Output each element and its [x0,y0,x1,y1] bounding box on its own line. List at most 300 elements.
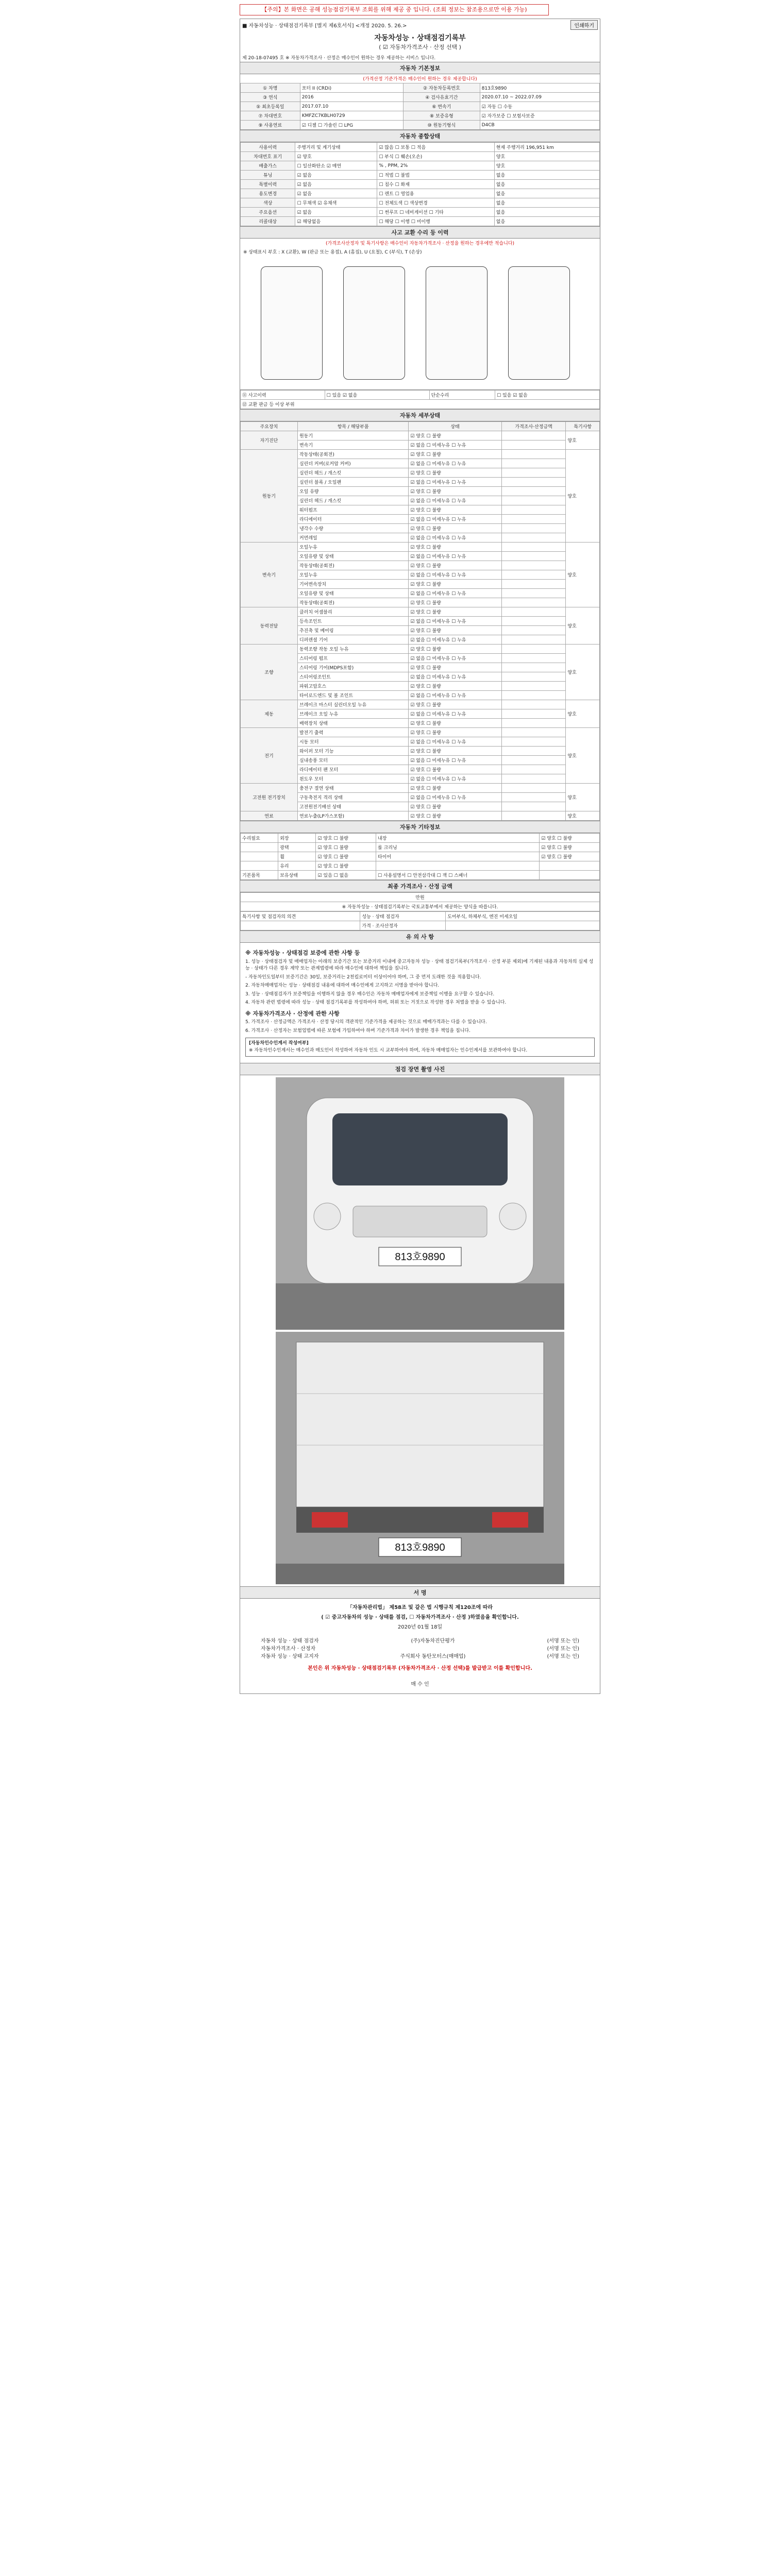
car-top-view [343,266,405,380]
status-label: 차대번호 표기 [241,152,295,161]
detail-row [241,431,600,440]
field-value: KMFZC7KBLH0729 [300,111,403,121]
price-cell [501,691,566,700]
etc-row [241,834,600,843]
price-cell [501,459,566,468]
detail-item: 타이로드엔드 및 볼 조인트 [297,691,408,700]
abnormal-parts-label: ⑫ 교환 판금 등 이상 부위 [241,400,600,409]
detail-row [241,728,600,737]
front-plate-text: 813호9890 [395,1251,445,1263]
status-value: ☑ 없음 [295,208,377,217]
detail-status: ☑ 양호 ☐ 불량 [409,598,502,607]
price-cell [501,682,566,691]
price-cell [501,756,566,765]
price-cell [501,737,566,747]
detail-status: ☑ 양호 ☐ 불량 [409,524,502,533]
detail-status: ☑ 양호 ☐ 불량 [409,784,502,793]
status-label: 사용이력 [241,143,295,152]
car-diagram [240,256,600,390]
etc-row [241,843,600,852]
special-note: 양호 [566,607,600,645]
detail-item: 오일누유 [297,543,408,552]
document-number: 제 20-18-07495 호 ※ 자동차가격조사 · 산정은 매수인이 원하는 경우 제공하는 서비스 입니다. [242,56,436,61]
inspector-table [240,911,600,930]
detail-status: ☑ 양호 ☐ 불량 [409,487,502,496]
car-left-view [261,266,323,380]
detail-status: ☑ 양호 ☐ 불량 [409,505,502,515]
detail-item: 디퍼렌셜 기어 [297,635,408,645]
price-cell [501,719,566,728]
detail-item: 오일유량 및 상태 [297,589,408,598]
price-cell [501,654,566,663]
detail-status: ☑ 양호 ☐ 불량 [409,719,502,728]
detail-row [241,450,600,459]
detail-item: 작동상태(공회전) [297,598,408,607]
detail-row [241,784,600,793]
detail-status: ☑ 없음 ☐ 미세누유 ☐ 누유 [409,617,502,626]
etc-row [241,861,600,871]
detail-status: ☑ 양호 ☐ 불량 [409,747,502,756]
detail-item: 스티어링 펌프 [297,654,408,663]
price-cell [501,765,566,774]
etc-row [241,852,600,861]
status-value: % , PPM, 2% [377,161,494,171]
device-group: 자기진단 [241,431,298,450]
etc-cell: ☑ 양호 ☐ 불량 [540,843,600,852]
detail-status: ☑ 양호 ☐ 불량 [409,626,502,635]
detail-status: ☑ 양호 ☐ 불량 [409,682,502,691]
etc-cell: 보유상태 [278,871,316,880]
car-underside-view [426,266,488,380]
field-label: ② 자동차등록번호 [404,83,480,93]
field-label: ⑧ 보증유형 [404,111,480,121]
column-header: 가격조사·산정금액 [501,422,566,431]
status-label: 튜닝 [241,171,295,180]
price-cell [501,747,566,756]
detail-status: ☑ 양호 ☐ 불량 [409,645,502,654]
status-value: 없음 [494,171,599,180]
status-value: ☐ 일산화탄소 ☑ 매연 [295,161,377,171]
detail-status: ☑ 없음 ☐ 미세누유 ☐ 누유 [409,459,502,468]
form-label: ■ 자동차성능 · 상태점검기록부 [별지 제6호서식] <개정 2020. 5. 26.> [242,23,407,29]
truck-rear-image [276,1332,564,1584]
detail-item: 작동상태(공회전) [297,561,408,570]
inspector-cell: 가격 · 조사산정자 [360,921,446,930]
status-value: ☑ 해당없음 [295,217,377,226]
detail-status: ☑ 없음 ☐ 미세누유 ☐ 누유 [409,589,502,598]
column-header: 항목 / 해당부품 [297,422,408,431]
status-row [241,152,600,161]
price-cell [501,793,566,802]
special-note: 양호 [566,811,600,821]
basic-info-row [241,102,600,111]
vehicle-front-photo [276,1077,564,1330]
inspector-cell [446,921,600,930]
detail-item: 와이퍼 모터 기능 [297,747,408,756]
detail-status: ☑ 양호 ☐ 불량 [409,468,502,478]
status-value: 없음 [494,217,599,226]
detail-status: ☑ 없음 ☐ 미세누유 ☐ 누유 [409,654,502,663]
status-value: 양호 [494,161,599,171]
status-label: 특별이력 [241,180,295,189]
detail-item: 변속기 [297,440,408,450]
rear-plate-text: 813호9890 [395,1542,445,1553]
detail-item: 시동 모터 [297,737,408,747]
status-row [241,180,600,189]
inspector-cell: 도어부식, 하체부식, 엔진 미세오일 [446,912,600,921]
signature-cell: 주식회사 동탄모터스(매매업) [400,1654,466,1659]
detail-item: 등속조인트 [297,617,408,626]
detail-item: 고전원전기배선 상태 [297,802,408,811]
terms-section [240,943,600,1063]
column-header: 특기사항 [566,422,600,431]
price-cell [501,505,566,515]
status-row [241,171,600,180]
price-cell [501,440,566,450]
etc-cell: ☐ 사용설명서 ☐ 안전삼각대 ☐ 잭 ☐ 스패너 [376,871,540,880]
device-group: 연료 [241,811,298,821]
price-table [240,892,600,911]
etc-cell [241,861,278,871]
price-cell [501,561,566,570]
special-note: 양호 [566,543,600,607]
detail-item: 원동기 [297,431,408,440]
overall-status-table [240,142,600,226]
detail-item: 오일 유량 [297,487,408,496]
inspector-cell: 성능 · 상태 점검자 [360,912,446,921]
detail-item: 구동축전지 격리 상태 [297,793,408,802]
detail-item: 라디에이터 팬 모터 [297,765,408,774]
signature-cell: 자동차가격조사 · 산정자 [261,1646,316,1652]
notice-heading: 유 의 사 항 [240,930,600,943]
detail-item: 브레이크 마스터 실린더오일 누유 [297,700,408,709]
field-value: 2020.07.10 ~ 2022.07.09 [480,93,599,102]
detail-item: 스티어링 기어(MDPS포함) [297,663,408,672]
status-value: ☐ 무채색 ☑ 유채색 [295,198,377,208]
accident-note: (가격조사산정자 및 특기사항은 매수인이 자동차가격조사 · 산정을 원하는 경우에만 적습니다) [325,241,514,246]
truck-front-image [276,1077,564,1330]
inspector-row [241,912,600,921]
field-value: 813호9890 [480,83,599,93]
field-label: ⑨ 사용연료 [241,121,300,130]
status-label: 리콜대상 [241,217,295,226]
detail-item: 실린더 헤드 / 개스킷 [297,496,408,505]
detail-item: 동력조향 작동 오일 누유 [297,645,408,654]
basic-info-row [241,121,600,130]
field-label: ④ 검사유효기간 [404,93,480,102]
etc-cell: ☑ 있음 ☐ 없음 [316,871,376,880]
terms-heading-warranty: ※ 자동차성능 · 상태점검 보증에 관한 사항 등 [245,950,360,956]
detail-row [241,811,600,821]
field-value: ☑ 디젤 ☐ 가솔린 ☐ LPG [300,121,403,130]
price-cell [501,617,566,626]
detail-status: ☑ 없음 ☐ 미세누유 ☐ 누유 [409,793,502,802]
terms-para: 6. 가격조사 · 산정자는 보험업법에 따른 보험에 가입하여야 하며 기준가격과 차이가 발생한 경우 책임을 집니다. [245,1028,470,1033]
detail-status: ☑ 없음 ☐ 미세누유 ☐ 누유 [409,635,502,645]
price-cell [501,802,566,811]
column-header: 주요장치 [241,422,298,431]
status-row [241,198,600,208]
device-group: 제동 [241,700,298,728]
inspection-document [240,19,600,1694]
warning-banner: 【주의】본 화면은 공해 성능점검기록부 조회를 위해 제공 중 입니다. (조회 정보는 참조용으로만 이용 가능) [240,4,549,15]
etc-cell: 수리필요 [241,834,278,843]
status-value: ☐ 렌트 ☐ 영업용 [377,189,494,198]
signature-row [240,1636,600,1644]
price-cell [501,672,566,682]
status-label: 배출가스 [241,161,295,171]
etc-cell [540,871,600,880]
detail-item: 실린더 헤드 / 개스킷 [297,468,408,478]
detail-status: ☑ 양호 ☐ 불량 [409,561,502,570]
detail-status: ☑ 없음 ☐ 미세누유 ☐ 누유 [409,478,502,487]
detail-item: 클러치 어셈블리 [297,607,408,617]
detail-status: ☑ 양호 ☐ 불량 [409,811,502,821]
detail-status: ☑ 없음 ☐ 미세누유 ☐ 누유 [409,496,502,505]
detail-item: 커먼레일 [297,533,408,543]
detail-item: 실내송풍 모터 [297,756,408,765]
basic-info-heading: 자동차 기본정보 [240,62,600,74]
detail-status: ☑ 양호 ☐ 불량 [409,580,502,589]
etc-cell: 룸 크리닝 [376,843,540,852]
detail-status: ☑ 양호 ☐ 불량 [409,607,502,617]
price-cell [501,552,566,561]
detail-item: 라디에이터 [297,515,408,524]
terms-para: 1. 성능 · 상태점검자 및 매매업자는 아래의 보증기간 또는 보증거리 이내에 중고자동차 성능 · 상태 점검기록부(가격조사 · 산정 부분 제외)에 기재된 내용과 자동차의 실제 성능 · 상태가 다른 경우 계약 또는 관계법령에 따라 매수인에 대하여 책임을 집니다. [245,959,594,971]
status-value: ☑ 없음 [295,189,377,198]
status-row [241,217,600,226]
simple-repair-value: ☐ 있음 ☑ 없음 [495,391,600,400]
status-value: 양호 [494,152,599,161]
detail-status: ☑ 양호 ☐ 불량 [409,765,502,774]
price-cell [501,811,566,821]
status-row [241,161,600,171]
status-label: 주요옵션 [241,208,295,217]
buyer-confirmation: 본인은 위 자동차성능 · 상태점검기록부 (자동차가격조사 · 산정 선택)를 발급받고 이를 확인합니다. [308,1666,532,1671]
detail-table [240,421,600,821]
handover-text: ※ 자동차인수인계서는 매수인과 매도인이 작성하여 자동차 인도 시 교부하여야 하며, 자동차 매매업자는 인수인계서를 보관하여야 합니다. [249,1047,528,1053]
detail-status: ☑ 양호 ☐ 불량 [409,663,502,672]
price-cell [501,635,566,645]
price-cell [501,496,566,505]
etc-heading: 자동차 기타정보 [240,821,600,833]
signature-section [240,1599,600,1636]
simple-repair-label: 단순수리 [429,391,495,400]
status-label: 색상 [241,198,295,208]
terms-para: - 자동차인도일부터 보증기간은 30일, 보증거리는 2천킬로미터 이상이어야 하며, 그 중 먼저 도래한 것을 적용합니다. [245,974,481,980]
status-value: ☐ 적법 ☐ 불법 [377,171,494,180]
price-cell [501,580,566,589]
detail-item: 워터펌프 [297,505,408,515]
document-topbar [240,19,600,30]
etc-cell: 유리 [278,861,316,871]
basic-info-row [241,111,600,121]
price-cell [501,700,566,709]
detail-item: 발전기 출력 [297,728,408,737]
price-cell [501,728,566,737]
status-value: 없음 [494,180,599,189]
signature-cell: (서명 또는 인) [547,1646,579,1652]
status-value: ☐ 침수 ☐ 화재 [377,180,494,189]
etc-cell [241,843,278,852]
vehicle-rear-photo [276,1332,564,1584]
overall-status-heading: 자동차 종합상태 [240,130,600,142]
detail-item: 충전구 절연 상태 [297,784,408,793]
detail-row [241,645,600,654]
status-value: 없음 [494,208,599,217]
price-cell [501,543,566,552]
terms-para: 3. 성능 · 상태점검자가 보증책임을 이행하지 않을 경우 매수인은 자동차 매매업자에게 보증책임 이행을 요구할 수 있습니다. [245,991,495,997]
field-value: D4CB [480,121,599,130]
terms-heading-price: ※ 자동차가격조사 · 산정에 관한 사항 [245,1010,340,1017]
inspector-cell: 특기사항 및 점검자의 의견 [241,912,360,921]
price-cell [501,478,566,487]
detail-status: ☑ 양호 ☐ 불량 [409,728,502,737]
detail-row [241,700,600,709]
price-cell [501,607,566,617]
signature-cell: 자동차 성능 · 상태 점검자 [261,1638,319,1644]
basic-info-row [241,83,600,93]
field-label: ③ 연식 [241,93,300,102]
detail-item: 윈도우 모터 [297,774,408,784]
detail-status: ☑ 없음 ☐ 미세누유 ☐ 누유 [409,552,502,561]
etc-row [241,871,600,880]
price-cell [501,431,566,440]
detail-status: ☑ 양호 ☐ 불량 [409,700,502,709]
status-row [241,208,600,217]
terms-para: 4. 자동차 관련 법령에 따라 성능 · 상태 점검기록부를 작성하여야 하며, 허위 또는 거짓으로 작성한 경우 처벌을 받을 수 있습니다. [245,1000,507,1005]
etc-cell [241,852,278,861]
accident-table [240,390,600,409]
price-cell [501,524,566,533]
inspector-row [241,921,600,930]
terms-para: 5. 가격조사 · 산정금액은 가격조사 · 산정 당시의 객관적인 기준가격을 제공하는 것으로 매매가격과는 다를 수 있습니다. [245,1020,487,1025]
detail-item: 연료누출(LP가스포함) [297,811,408,821]
status-value: ☑ 많음 ☐ 보통 ☐ 적음 [377,143,494,152]
detail-status: ☑ 없음 ☐ 미세누유 ☐ 누유 [409,515,502,524]
signature-row [240,1644,600,1652]
etc-cell: 외장 [278,834,316,843]
price-cell [501,774,566,784]
special-note: 양호 [566,700,600,728]
price-cell [501,709,566,719]
price-cell [501,450,566,459]
price-cell [501,515,566,524]
inspector-cell [241,921,360,930]
price-cell [501,533,566,543]
detail-item: 실린더 커버(로커암 커버) [297,459,408,468]
detail-status: ☑ 없음 ☐ 미세누유 ☐ 누유 [409,533,502,543]
price-note: ※ 자동차성능 · 상태점검기록부는 국토교통부에서 제공하는 양식을 따릅니다. [241,902,600,911]
detail-item: 실린더 블록 / 오일팬 [297,478,408,487]
price-cell [501,589,566,598]
device-group: 동력전달 [241,607,298,645]
price-cell [501,487,566,496]
price-cell [501,570,566,580]
etc-cell: 휠 [278,852,316,861]
symbol-legend: ※ 상태표시 부호 : X (교환), W (판금 또는 용접), A (흠집), U (요철), C (부식), T (손상) [243,250,422,255]
etc-cell: 내장 [376,834,540,843]
status-row [241,143,600,152]
device-group: 원동기 [241,450,298,543]
status-row [241,189,600,198]
special-note: 양호 [566,728,600,784]
status-value: ☐ 전체도색 ☐ 색상변경 [377,198,494,208]
price-cell [501,626,566,635]
detail-item: 스티어링조인트 [297,672,408,682]
etc-cell: 기본품목 [241,871,278,880]
terms-para: 2. 자동차매매업자는 성능 · 상태점검 내용에 대하여 매수인에게 고지하고 서명을 받아야 합니다. [245,983,440,988]
sign-date: 2020년 01월 18일 [397,1624,443,1630]
status-value: ☑ 없음 [295,180,377,189]
etc-cell: 타이어 [376,852,540,861]
signature-cell: (서명 또는 인) [547,1638,579,1644]
device-group: 변속기 [241,543,298,607]
status-label: 용도변경 [241,189,295,198]
etc-cell: 광택 [278,843,316,852]
status-value: 없음 [494,198,599,208]
accident-label: ⑪ 사고이력 [241,391,325,400]
detail-item: 기어변속장치 [297,580,408,589]
etc-cell: ☑ 양호 ☐ 불량 [540,834,600,843]
device-group: 고전원 전기장치 [241,784,298,811]
detail-heading: 자동차 세부상태 [240,409,600,421]
basic-info-table [240,83,600,130]
etc-table [240,833,600,880]
accident-value: ☐ 있음 ☑ 없음 [325,391,429,400]
detail-status: ☑ 없음 ☐ 미세누유 ☐ 누유 [409,440,502,450]
sign-statement-2: ( ☑ 중고자동차의 성능 · 상태를 점검, ☐ 자동차가격조사 · 산정 )하였음을 확인합니다. [321,1615,519,1620]
status-value: ☐ 썬루프 ☐ 네비게이션 ☐ 기타 [377,208,494,217]
detail-row [241,607,600,617]
status-value: ☐ 해당 ☐ 이행 ☐ 미이행 [377,217,494,226]
detail-item: 냉각수 수량 [297,524,408,533]
detail-item: 작동상태(공회전) [297,450,408,459]
signature-heading: 서 명 [240,1586,600,1599]
detail-status: ☑ 양호 ☐ 불량 [409,543,502,552]
price-cell [501,645,566,654]
status-value: ☑ 없음 [295,171,377,180]
basic-info-note: (가격산정 기준가격은 매수인이 원하는 경우 제공합니다) [363,77,477,82]
handover-heading: [자동차인수인계서 작성여부] [249,1041,309,1046]
detail-item: 오일유량 및 상태 [297,552,408,561]
page-subtitle: ( ☑ 자동차가격조사 · 산정 선택 ) [379,44,461,50]
basic-info-row [241,93,600,102]
etc-cell: ☑ 양호 ☐ 불량 [540,852,600,861]
column-header: 상태 [409,422,502,431]
field-label: ⑥ 변속기 [404,102,480,111]
print-button[interactable]: 인쇄하기 [570,20,598,30]
detail-item: 배력장치 상태 [297,719,408,728]
etc-cell: ☑ 양호 ☐ 불량 [316,834,376,843]
sign-statement-1: 「자동차관리법」 제58조 및 같은 법 시행규칙 제120조에 따라 [347,1605,493,1611]
detail-item: 추진축 및 베어링 [297,626,408,635]
buyer-signature: 매 수 인 [411,1682,429,1687]
price-cell [501,598,566,607]
price-cell [501,468,566,478]
special-note: 양호 [566,645,600,700]
etc-cell [540,861,600,871]
photo-heading: 점검 장면 촬영 사진 [240,1063,600,1075]
detail-status: ☑ 없음 ☐ 미세누유 ☐ 누유 [409,570,502,580]
field-value: 포터 II (CRDi) [300,83,403,93]
status-value: 없음 [494,189,599,198]
special-note: 양호 [566,450,600,543]
signature-cell: 자동차 성능 · 상태 고지자 [261,1654,319,1659]
detail-status: ☑ 양호 ☐ 불량 [409,450,502,459]
status-value: ☐ 부식 ☐ 훼손(오손) [377,152,494,161]
detail-status: ☑ 없음 ☐ 미세누유 ☐ 누유 [409,672,502,682]
